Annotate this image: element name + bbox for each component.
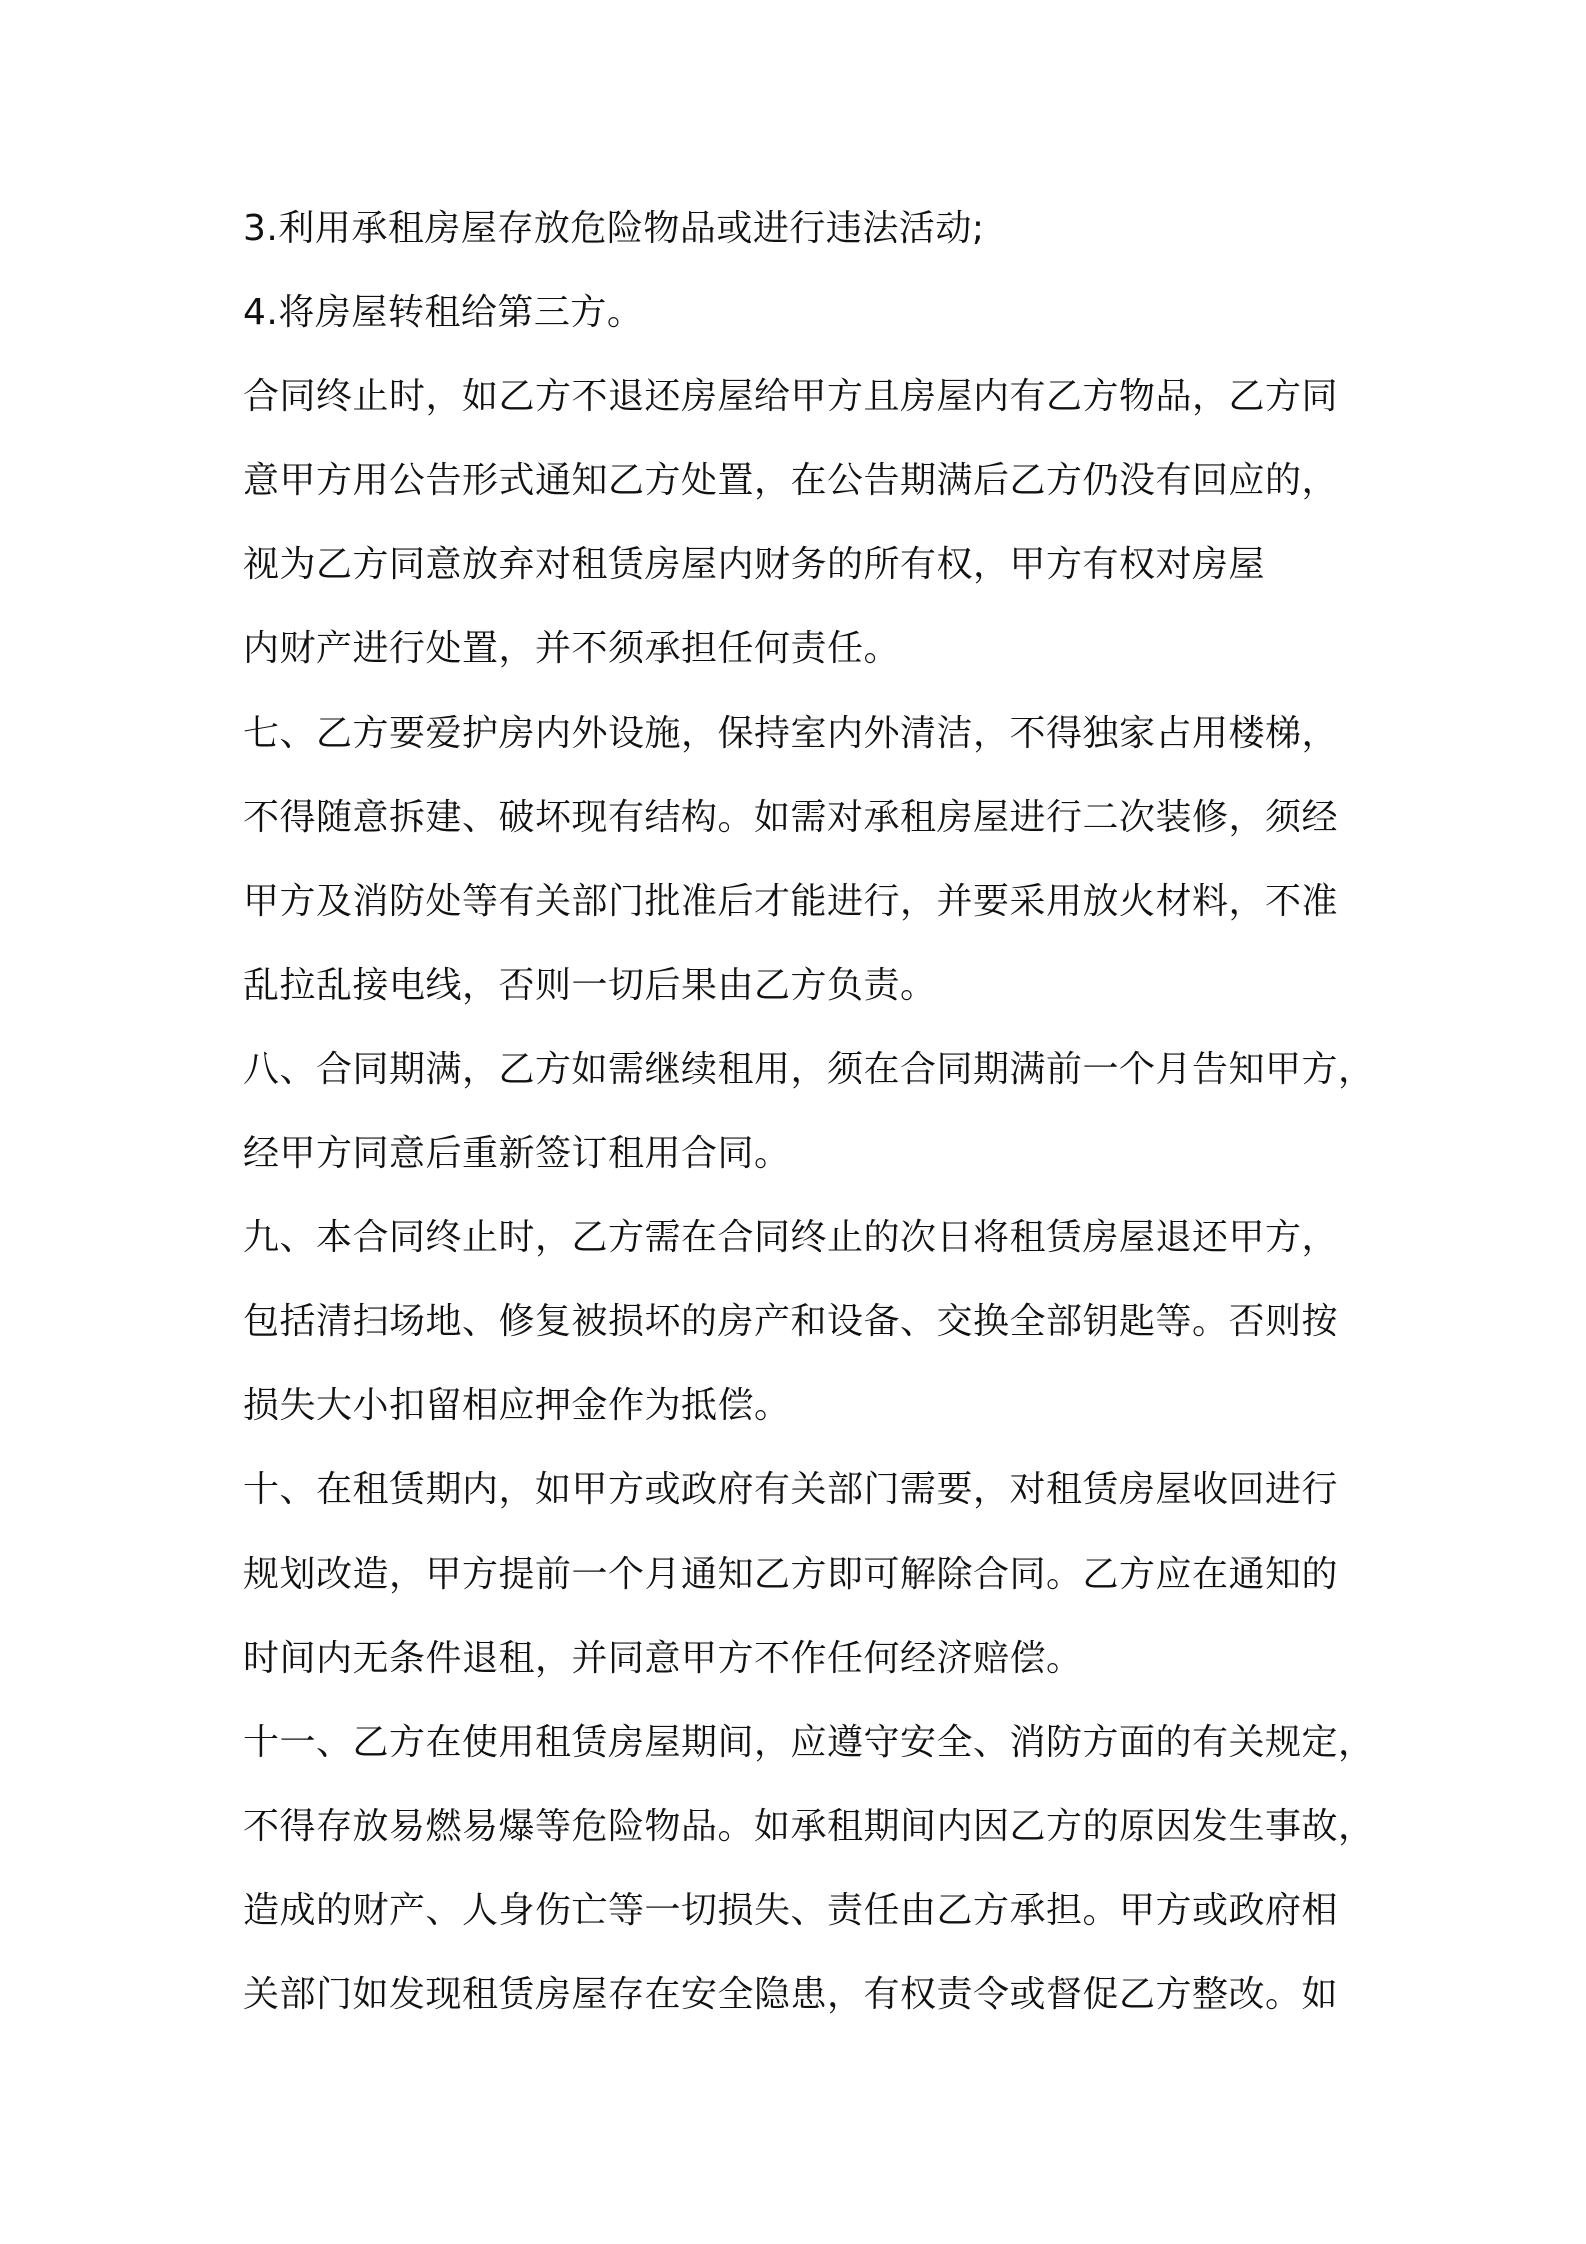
- text-line: 经甲方同意后重新签订租用合同。: [243, 1133, 791, 1175]
- text-line: 意甲方用公告形式通知乙方处置，在公告期满后乙方仍没有回应的，: [243, 460, 1339, 502]
- text-line: 视为乙方同意放弃对租赁房屋内财务的所有权，甲方有权对房屋: [243, 544, 1266, 586]
- text-line: 合同终止时，如乙方不退还房屋给甲方且房屋内有乙方物品，乙方同: [243, 376, 1339, 418]
- text-line: 八、合同期满，乙方如需继续租用，须在合同期满前一个月告知甲方，: [243, 1048, 1375, 1090]
- text-line: 4.将房屋转租给第三方。: [243, 292, 644, 334]
- text-line: 不得随意拆建、破坏现有结构。如需对承租房屋进行二次装修，须经: [243, 796, 1339, 838]
- text-line: 七、乙方要爱护房内外设施，保持室内外清洁，不得独家占用楼梯，: [243, 712, 1339, 754]
- text-line: 规划改造，甲方提前一个月通知乙方即可解除合同。乙方应在通知的: [243, 1553, 1339, 1595]
- contract-text: [243, 202, 1383, 2052]
- text-line: 内财产进行处置，并不须承担任何责任。: [243, 628, 901, 670]
- text-line: 损失大小扣留相应押金作为抵偿。: [243, 1385, 791, 1427]
- text-line: 甲方及消防处等有关部门批准后才能进行，并要采用放火材料，不准: [243, 880, 1339, 922]
- text-line: 不得存放易燃易爆等危险物品。如承租期间内因乙方的原因发生事故，: [243, 1805, 1375, 1847]
- text-line: 造成的财产、人身伤亡等一切损失、责任由乙方承担。甲方或政府相: [243, 1889, 1339, 1931]
- text-line: 时间内无条件退租，并同意甲方不作任何经济赔偿。: [243, 1637, 1083, 1679]
- text-line: 十一、乙方在使用租赁房屋期间，应遵守安全、消防方面的有关规定，: [243, 1721, 1375, 1763]
- text-line: 十、在租赁期内，如甲方或政府有关部门需要，对租赁房屋收回进行: [243, 1469, 1339, 1511]
- text-line: 乱拉乱接电线，否则一切后果由乙方负责。: [243, 964, 937, 1006]
- text-line: 九、本合同终止时，乙方需在合同终止的次日将租赁房屋退还甲方，: [243, 1217, 1339, 1259]
- text-line: 3.利用承租房屋存放危险物品或进行违法活动;: [243, 208, 985, 249]
- text-line: 关部门如发现租赁房屋存在安全隐患，有权责令或督促乙方整改。如: [243, 1973, 1339, 2015]
- text-line: 包括清扫场地、修复被损坏的房产和设备、交换全部钥匙等。否则按: [243, 1301, 1339, 1343]
